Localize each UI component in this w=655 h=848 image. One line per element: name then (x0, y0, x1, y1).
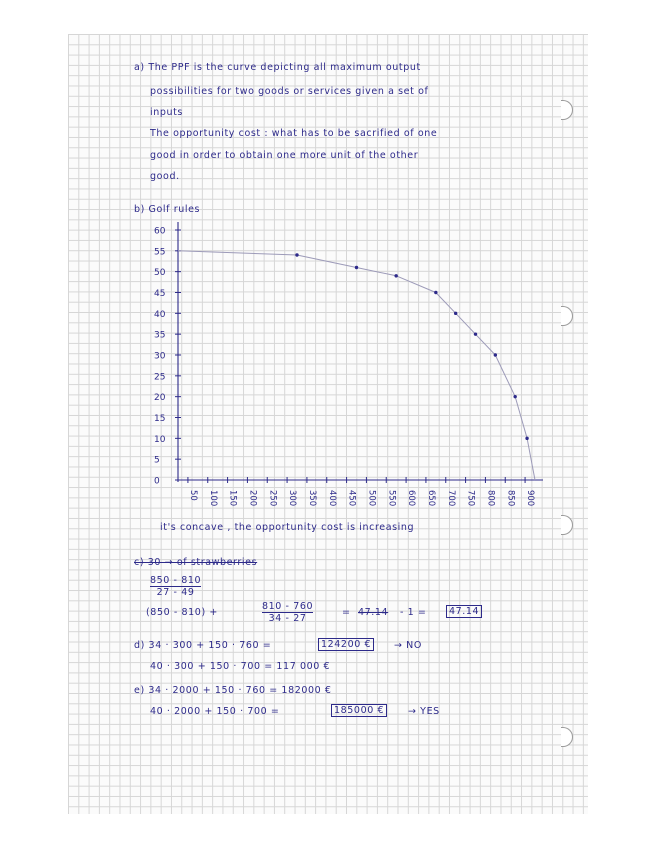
answer-b-label: b) Golf rules (134, 204, 201, 215)
x-tick-label: 450 (346, 490, 357, 507)
data-point (434, 291, 437, 294)
answer-c-fraction-2 (262, 601, 313, 624)
answer-d-line-1-prefix: d) 34 · 300 + 150 · 760 = (134, 640, 272, 651)
answer-d-line-2: 40 · 300 + 150 · 700 = 117 000 € (150, 661, 331, 672)
x-tick-label: 300 (287, 490, 298, 507)
answer-a-line-6: good. (150, 171, 180, 182)
y-tick-label: 25 (154, 372, 166, 383)
answer-e-line-2-boxed: 185000 € (331, 704, 387, 717)
fraction-1-denominator: 27 - 49 (156, 587, 195, 598)
y-tick-label: 0 (154, 476, 160, 487)
answer-e-line-2-prefix: 40 · 2000 + 150 · 700 = (150, 706, 280, 717)
data-point (474, 332, 477, 335)
answer-a-line-4: The opportunity cost : what has to be sacrified of one (150, 128, 438, 139)
chart-points (295, 253, 528, 440)
y-tick-label: 55 (154, 247, 166, 258)
data-point (295, 253, 298, 256)
y-tick-label: 45 (154, 289, 166, 299)
answer-c-eq-mid: = (342, 607, 351, 618)
x-tick-label: 50 (187, 490, 198, 501)
data-point (355, 266, 358, 269)
data-point (454, 312, 457, 315)
x-tick-label: 100 (207, 490, 218, 507)
answer-d-line-1-boxed: 124200 € (318, 638, 374, 651)
y-tick-label: 50 (154, 268, 166, 279)
chart-axes (176, 222, 543, 482)
x-tick-label: 900 (525, 490, 536, 507)
data-point (394, 274, 397, 277)
chart-lines (178, 251, 535, 480)
answer-a-line-1: a) The PPF is the curve depicting all maximum output (134, 62, 421, 73)
y-tick-label: 20 (154, 393, 166, 404)
answer-c-fraction-1 (150, 575, 201, 598)
x-tick-label: 750 (465, 490, 476, 507)
fraction-2-numerator: 810 - 760 (262, 601, 314, 612)
data-point (525, 437, 528, 440)
answer-c-struck-value: 47.14 (358, 607, 389, 618)
answer-a-line-2: possibilities for two goods or services given a set of (150, 86, 429, 97)
answer-d-line-1-suffix: → NO (394, 640, 422, 651)
x-tick-label: 150 (227, 490, 238, 507)
chart-ticks (154, 227, 535, 507)
x-tick-label: 650 (425, 490, 436, 507)
x-tick-label: 600 (406, 490, 417, 507)
answer-a-line-5: good in order to obtain one more unit of the other (150, 150, 419, 161)
y-tick-label: 35 (154, 330, 166, 341)
answer-e-line-2-suffix: → YES (408, 706, 440, 717)
data-point (513, 395, 516, 398)
series-line (178, 251, 535, 480)
x-tick-label: 200 (247, 490, 258, 507)
y-tick-label: 40 (154, 309, 166, 320)
answer-c-struck-line: c) 30 → of strawberries (134, 557, 258, 568)
x-tick-label: 550 (386, 490, 397, 507)
x-tick-label: 250 (267, 490, 278, 507)
answer-c-eq-right: - 1 = (400, 607, 427, 618)
y-tick-label: 15 (154, 414, 166, 424)
fraction-2-denominator: 34 - 27 (268, 613, 307, 624)
y-tick-label: 10 (154, 434, 166, 445)
fraction-1-numerator: 850 - 810 (150, 575, 202, 586)
y-tick-label: 30 (154, 351, 166, 362)
x-tick-label: 350 (306, 490, 317, 507)
y-tick-label: 60 (154, 226, 166, 237)
x-tick-label: 850 (505, 490, 516, 507)
y-tick-label: 5 (154, 455, 160, 466)
data-point (494, 353, 497, 356)
answer-c-result: 47.14 (446, 605, 482, 618)
x-tick-label: 400 (326, 490, 337, 507)
answer-b-conclusion: it's concave , the opportunity cost is increasing (160, 522, 415, 533)
x-tick-label: 700 (445, 490, 456, 507)
answer-c-eq-left: (850 - 810) + (146, 607, 218, 618)
answer-a-line-3: inputs (150, 107, 183, 118)
answer-e-line-1: e) 34 · 2000 + 150 · 760 = 182000 € (134, 685, 332, 696)
x-tick-label: 800 (485, 490, 496, 507)
x-tick-label: 500 (366, 490, 377, 507)
